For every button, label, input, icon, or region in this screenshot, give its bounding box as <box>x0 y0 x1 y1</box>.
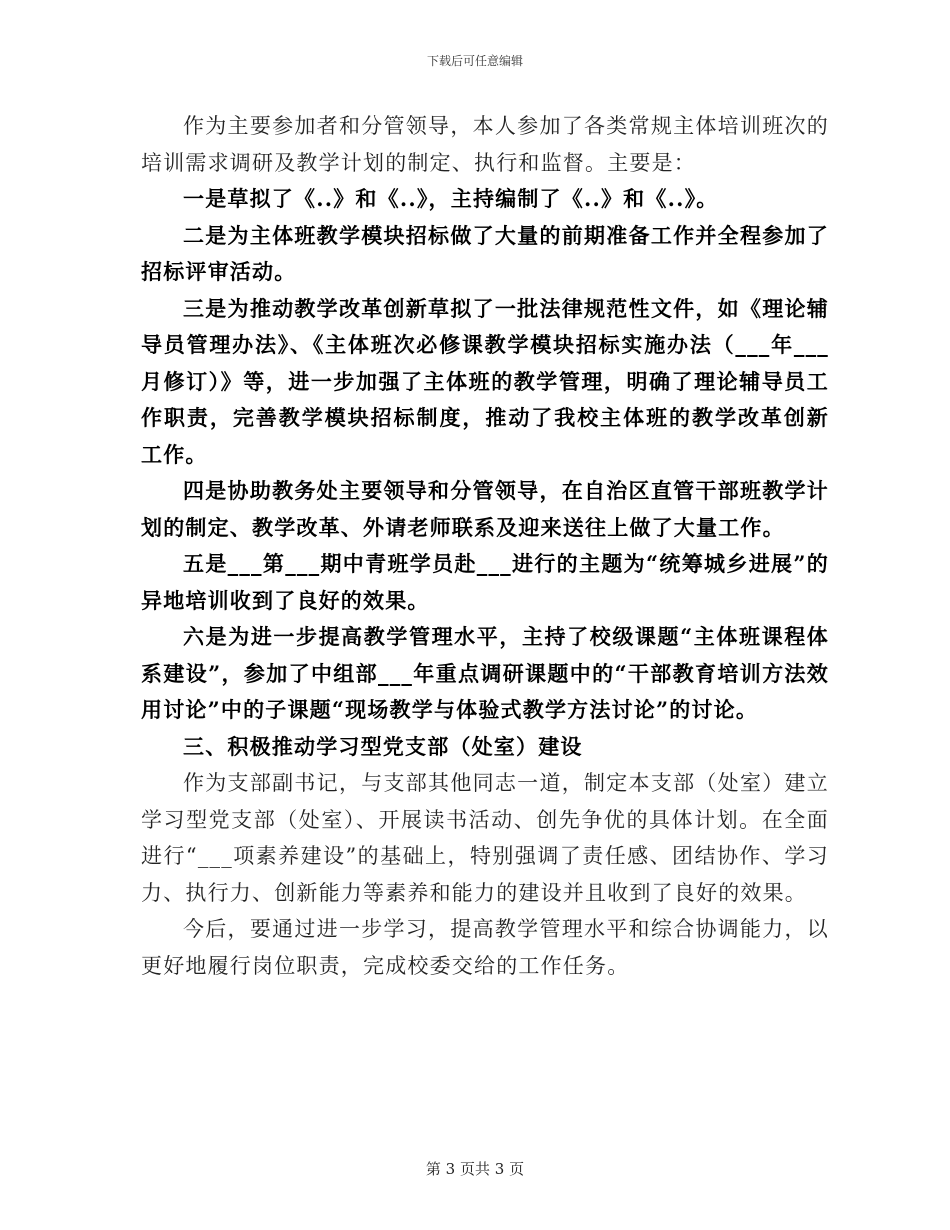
section-heading: 三、积极推动学习型党支部（处室）建设 <box>183 733 583 759</box>
paragraph-party-branch: 作为支部副书记，与支部其他同志一道，制定本支部（处室）建立学习型党支部（处室）、开展读书活动、创先争优的具体计划。在全面进行“___项素养建设”的基础上，特别强调了责任感、团结协作、学习力、执行力、创新能力等素养和能力的建设并且收到了良好的效果。 <box>141 771 829 905</box>
document-body <box>141 108 829 984</box>
paragraph-item-6: 六是为进一步提高教学管理水平，主持了校级课题“主体班课程体系建设”，参加了中组部___年重点调研课题中的“干部教育培训方法效用讨论”中的子课题“现场教学与体验式教学方法讨论”的讨论。 <box>141 624 829 722</box>
paragraph-item-4: 四是协助教务处主要领导和分管领导，在自治区直管干部班教学计划的制定、教学改革、外请老师联系及迎来送往上做了大量工作。 <box>141 478 829 540</box>
paragraph-intro: 作为主要参加者和分管领导，本人参加了各类常规主体培训班次的培训需求调研及教学计划的制定、执行和监督。主要是： <box>141 114 829 175</box>
paragraph-conclusion: 今后，要通过进一步学习，提高教学管理水平和综合协调能力，以更好地履行岗位职责，完成校委交给的工作任务。 <box>141 917 829 978</box>
page-footer: 第 3 页共 3 页 <box>425 1160 525 1178</box>
paragraph-item-3: 三是为推动教学改革创新草拟了一批法律规范性文件，如《理论辅导员管理办法》、《主体班次必修课教学模块招标实施办法（___年___月修订）》等，进一步加强了主体班的教学管理，明确了理论辅导员工作职责，完善教学模块招标制度，推动了我校主体班的教学改革创新工作。 <box>141 295 829 467</box>
paragraph-item-1: 一是草拟了《..》和《..》，主持编制了《..》和《..》。 <box>183 186 719 211</box>
paragraph-item-5: 五是___第___期中青班学员赴___进行的主题为“统筹城乡进展”的异地培训收到了良好的效果。 <box>141 551 829 613</box>
paragraph-item-2: 二是为主体班教学模块招标做了大量的前期准备工作并全程参加了招标评审活动。 <box>141 222 829 284</box>
page-header: 下载后可任意编辑 <box>426 54 523 68</box>
